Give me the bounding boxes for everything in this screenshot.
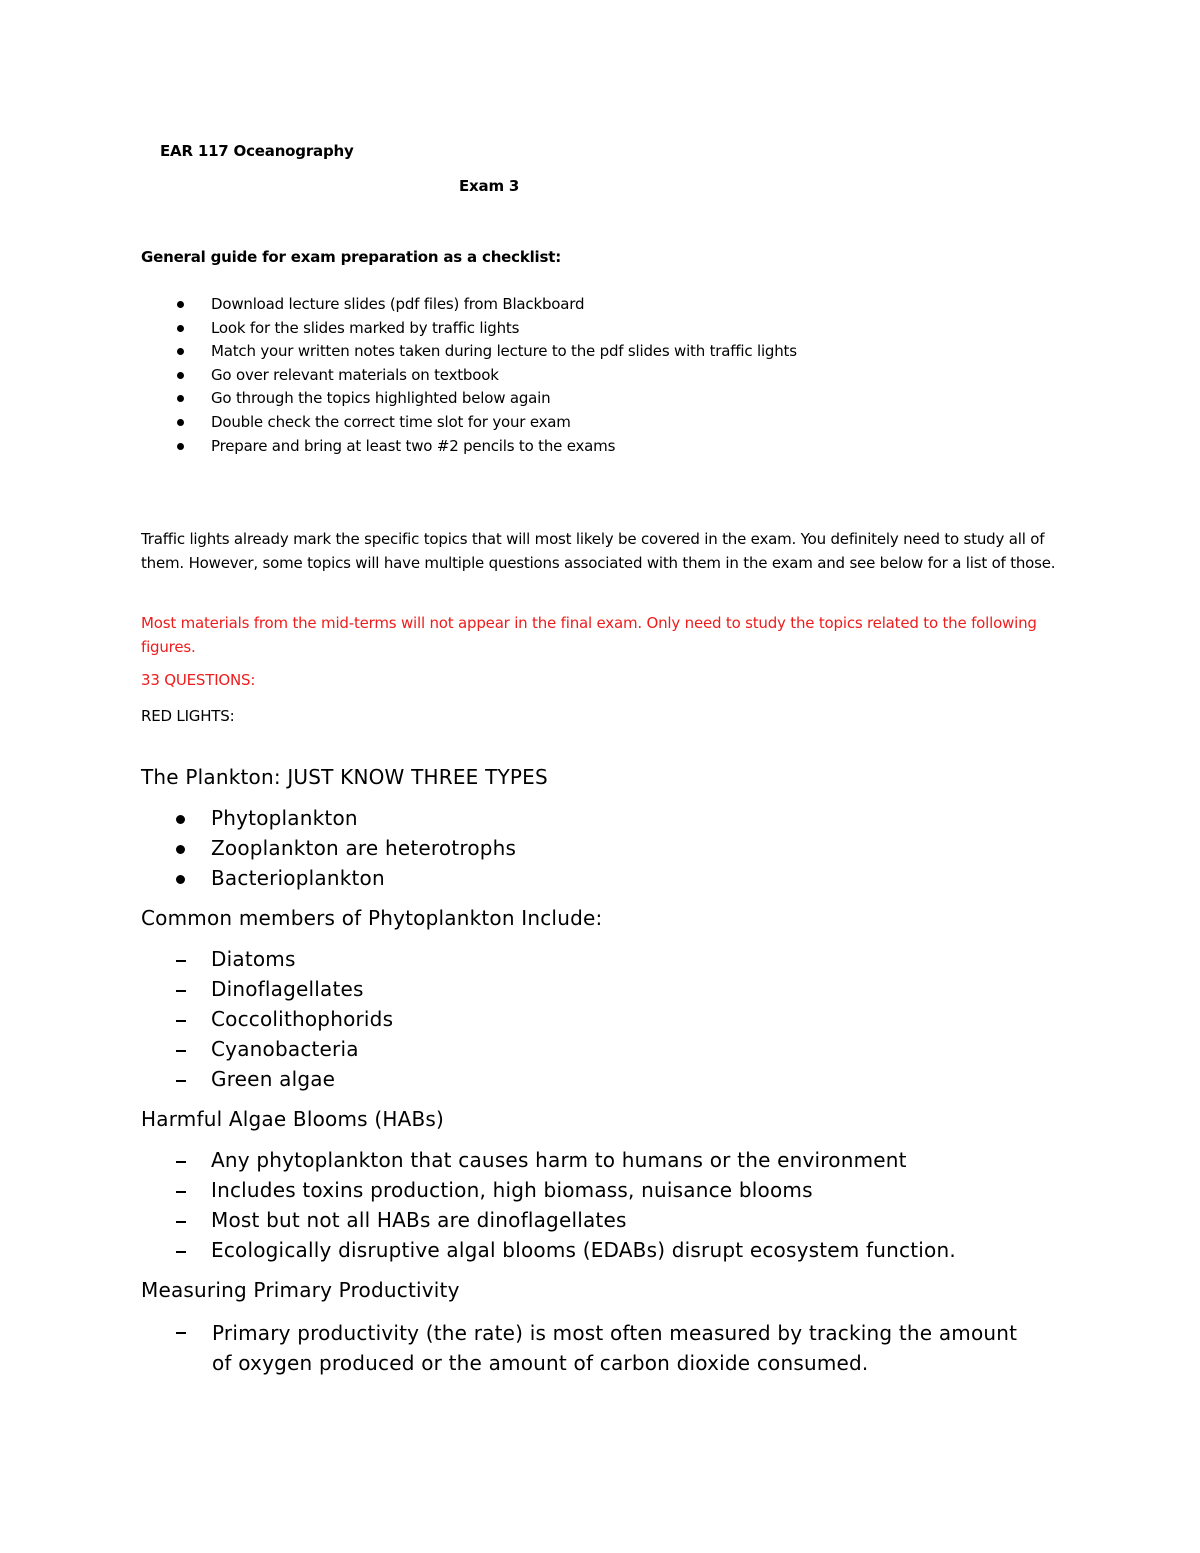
list-item-text: Diatoms — [211, 947, 296, 971]
red-lights-label: RED LIGHTS: — [141, 707, 235, 725]
list-item-text: Coccolithophorids — [211, 1007, 394, 1031]
bullet-dot-icon — [177, 443, 184, 450]
bullet-dot-icon — [177, 301, 184, 308]
list-item-text: Double check the correct time slot for your exam — [211, 413, 571, 431]
dash-icon — [176, 1080, 186, 1082]
exam-title: Exam 3 — [459, 177, 520, 195]
phytoplankton-members-heading: Common members of Phytoplankton Include: — [141, 906, 603, 930]
dash-icon — [176, 1332, 186, 1334]
list-item-text: Ecologically disruptive algal blooms (EDABs) disrupt ecosystem function. — [211, 1238, 956, 1262]
list-item-text: Cyanobacteria — [211, 1037, 359, 1061]
dash-icon — [176, 990, 186, 992]
list-item-text: Most but not all HABs are dinoflagellates — [211, 1208, 627, 1232]
bullet-dot-icon — [177, 372, 184, 379]
list-item-text: Go over relevant materials on textbook — [211, 366, 499, 384]
list-item-text: Green algae — [211, 1067, 336, 1091]
list-item-text: Phytoplankton — [211, 806, 358, 830]
plankton-heading: The Plankton: JUST KNOW THREE TYPES — [141, 765, 548, 789]
guide-heading: General guide for exam preparation as a checklist: — [141, 248, 561, 266]
list-item-text: Dinoflagellates — [211, 977, 364, 1001]
bullet-dot-icon — [177, 348, 184, 355]
list-item-text: Prepare and bring at least two #2 pencils to the exams — [211, 437, 616, 455]
list-item-text: Zooplankton are heterotrophs — [211, 836, 517, 860]
productivity-heading: Measuring Primary Productivity — [141, 1278, 460, 1302]
notice-paragraph: Most materials from the mid-terms will not appear in the final exam. Only need to study the topics related to the following figures. — [141, 614, 1037, 657]
course-title: EAR 117 Oceanography — [160, 142, 354, 160]
dash-icon — [176, 960, 186, 962]
dash-icon — [176, 1251, 186, 1253]
list-item-text: Bacterioplankton — [211, 866, 385, 890]
list-item-text: Go through the topics highlighted below again — [211, 389, 551, 407]
bullet-dot-icon — [177, 325, 184, 332]
bullet-dot-icon — [176, 845, 185, 854]
question-count: 33 QUESTIONS: — [141, 671, 256, 689]
list-item-text: Includes toxins production, high biomass, nuisance blooms — [211, 1178, 813, 1202]
list-item-text: Download lecture slides (pdf files) from Blackboard — [211, 295, 585, 313]
list-item-text: Match your written notes taken during lecture to the pdf slides with traffic lights — [211, 342, 797, 360]
list-item-text: Look for the slides marked by traffic lights — [211, 319, 520, 337]
bullet-dot-icon — [176, 815, 185, 824]
dash-icon — [176, 1050, 186, 1052]
intro-paragraph: Traffic lights already mark the specific topics that will most likely be covered in the exam. You definitely need to study all of them. However, some topics will have multiple questions associated with them in the exam and see below for a list of those. — [141, 530, 1056, 573]
dash-icon — [176, 1221, 186, 1223]
dash-icon — [176, 1191, 186, 1193]
bullet-dot-icon — [177, 419, 184, 426]
list-item-text: Primary productivity (the rate) is most often measured by tracking the amount of oxygen produced or the amount of carbon dioxide consumed. — [212, 1321, 1018, 1375]
dash-icon — [176, 1161, 186, 1163]
dash-icon — [176, 1020, 186, 1022]
bullet-dot-icon — [176, 875, 185, 884]
habs-heading: Harmful Algae Blooms (HABs) — [141, 1107, 445, 1131]
list-item-text: Any phytoplankton that causes harm to humans or the environment — [211, 1148, 907, 1172]
bullet-dot-icon — [177, 395, 184, 402]
